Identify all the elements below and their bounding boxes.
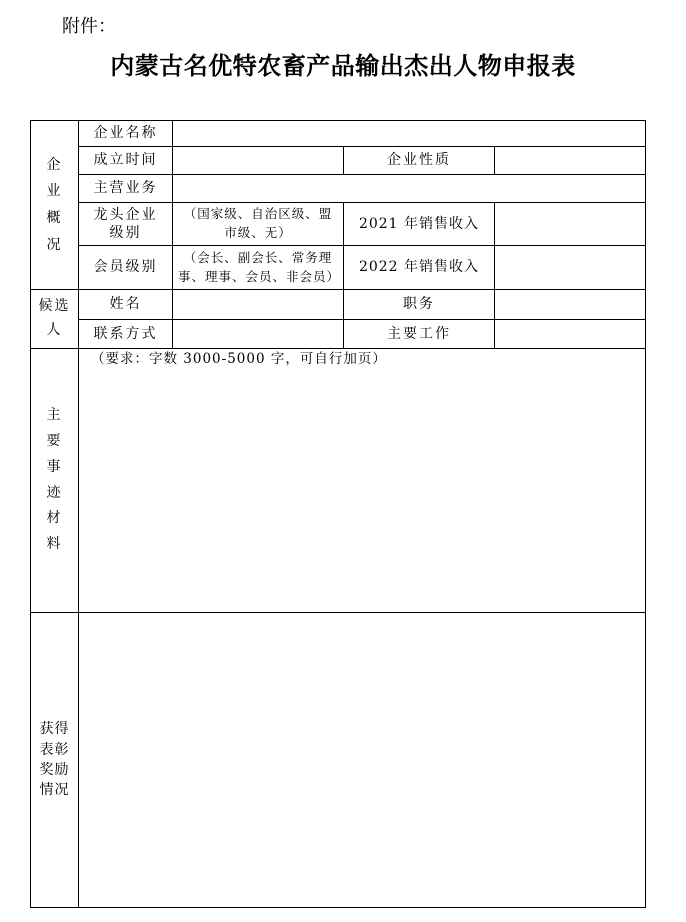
deeds-requirement: （要求：字数 3000-5000 字，可自行加页） [91, 351, 387, 367]
field-founded[interactable] [173, 147, 344, 175]
label-company-name: 企业名称 [79, 121, 173, 147]
field-sales-2022[interactable] [495, 246, 646, 290]
member-level-options[interactable]: （会长、副会长、常务理事、理事、会员、非会员） [173, 246, 344, 290]
attachment-label: 附件： [62, 16, 116, 37]
label-nature: 企业性质 [344, 147, 495, 175]
section-awards: 获得表彰奖励情况 [31, 613, 79, 908]
field-main-work[interactable] [495, 320, 646, 349]
field-main-business[interactable] [173, 175, 646, 203]
label-main-business: 主营业务 [79, 175, 173, 203]
section-deeds: 主要事迹材料 [31, 349, 79, 613]
field-name[interactable] [173, 290, 344, 320]
section-candidate: 候选人 [31, 290, 79, 349]
application-form-table [30, 120, 646, 908]
field-deeds[interactable] [79, 349, 646, 613]
field-contact[interactable] [173, 320, 344, 349]
label-leader-level: 龙头企业级别 [79, 203, 173, 246]
field-company-name[interactable] [173, 121, 646, 147]
page-title: 内蒙古名优特农畜产品输出杰出人物申报表 [110, 52, 576, 80]
label-sales-2022: 2022 年销售收入 [344, 246, 495, 290]
field-awards[interactable] [79, 613, 646, 908]
label-main-work: 主要工作 [344, 320, 495, 349]
label-founded: 成立时间 [79, 147, 173, 175]
label-position: 职务 [344, 290, 495, 320]
field-position[interactable] [495, 290, 646, 320]
label-contact: 联系方式 [79, 320, 173, 349]
field-sales-2021[interactable] [495, 203, 646, 246]
section-company: 企业概况 [31, 121, 79, 290]
field-nature[interactable] [495, 147, 646, 175]
label-name: 姓名 [79, 290, 173, 320]
label-sales-2021: 2021 年销售收入 [344, 203, 495, 246]
leader-level-options[interactable]: （国家级、自治区级、盟市级、无） [173, 203, 344, 246]
label-member-level: 会员级别 [79, 246, 173, 290]
